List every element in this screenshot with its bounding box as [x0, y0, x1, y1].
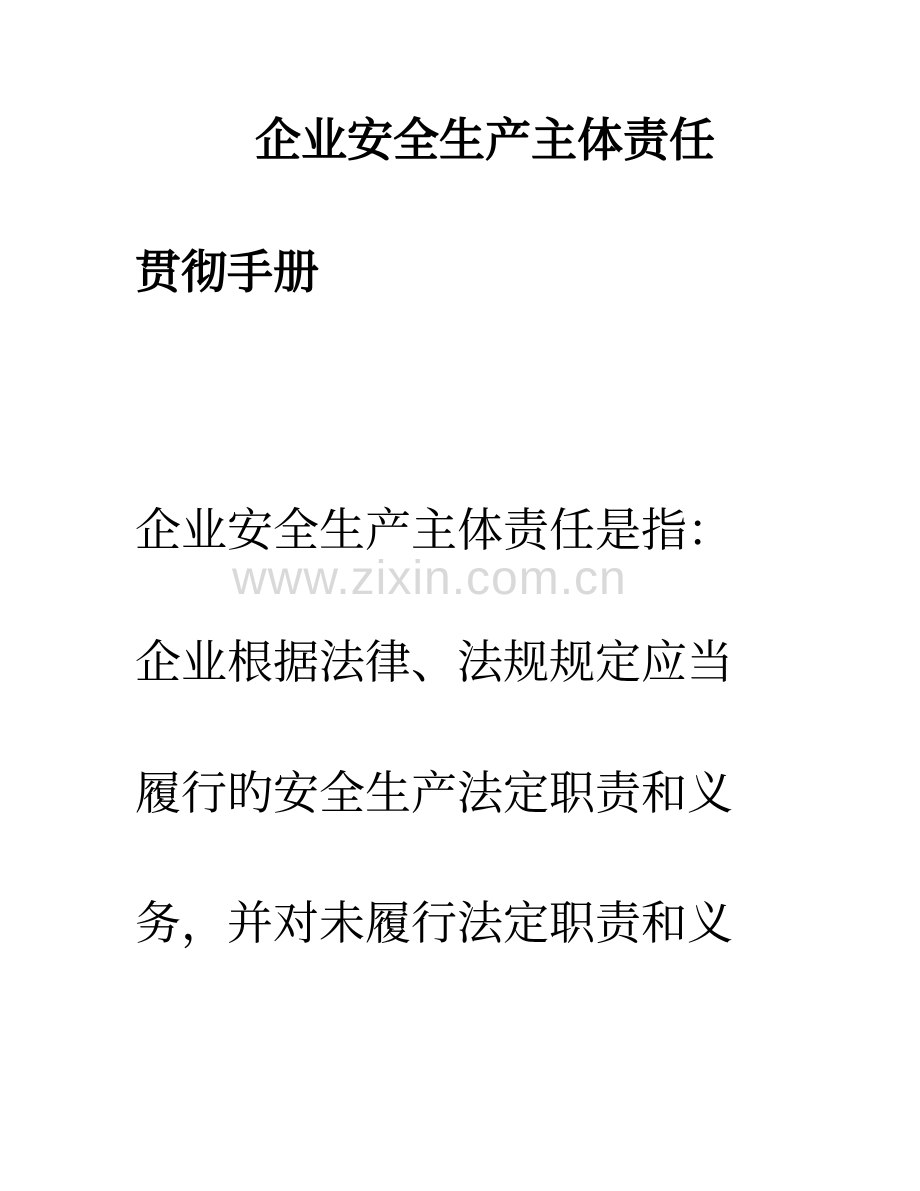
- body-line: 企业安全生产主体责任是指：: [135, 503, 733, 557]
- watermark-text: www.zixin.com.cn: [232, 552, 627, 605]
- document-title: 企业安全生产主体责任: [255, 113, 715, 167]
- body-line: 企业根据法律、法规规定应当: [135, 635, 733, 689]
- document-subtitle: 贯彻手册: [135, 245, 319, 299]
- body-line: 务，并对未履行法定职责和义: [135, 896, 733, 950]
- body-line: 履行旳安全生产法定职责和义: [135, 766, 733, 820]
